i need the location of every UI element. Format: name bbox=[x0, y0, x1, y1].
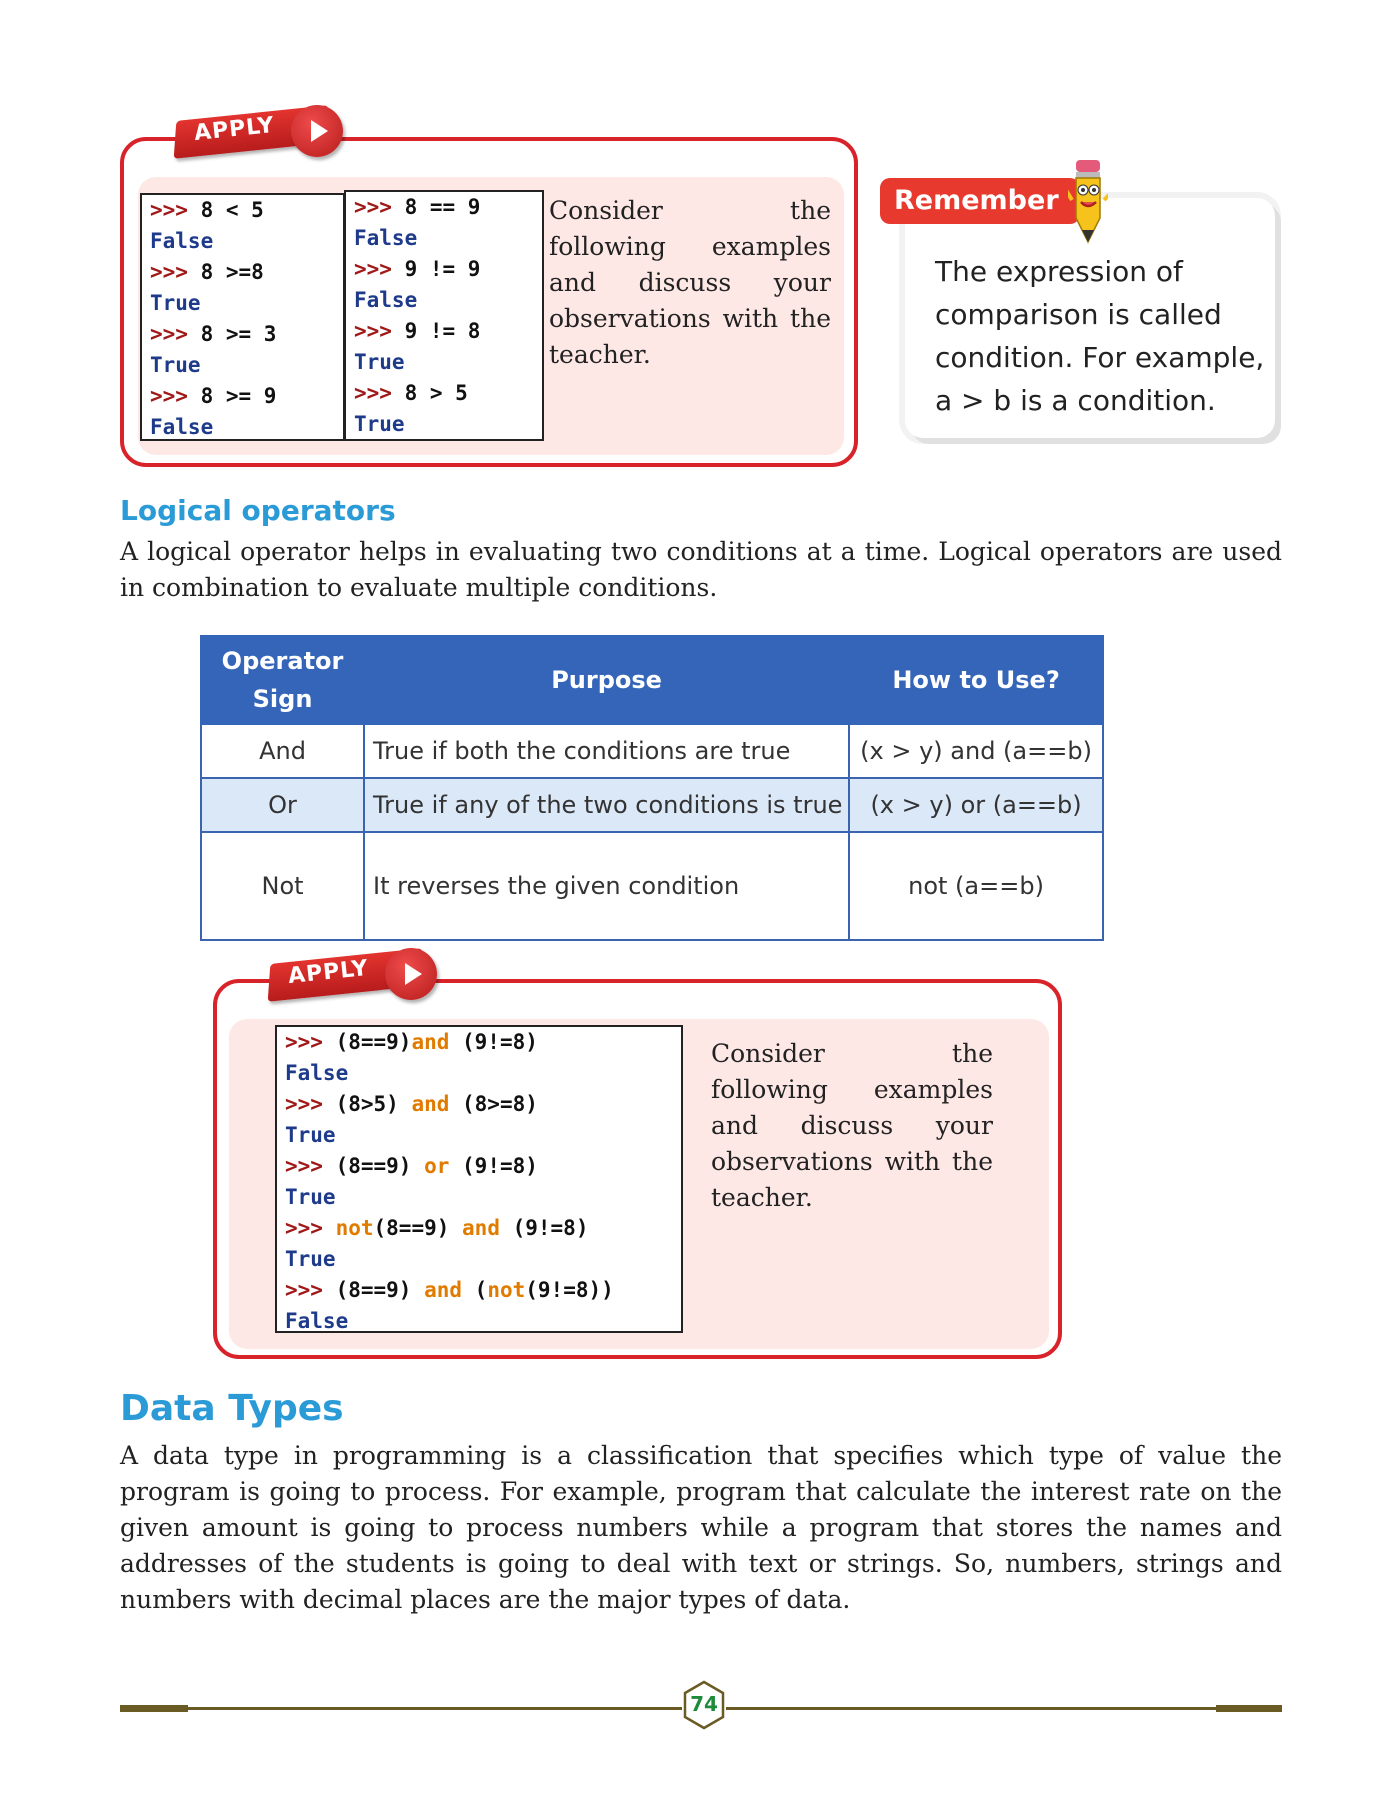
play-icon bbox=[291, 105, 343, 157]
logical-operators-heading: Logical operators bbox=[120, 494, 396, 527]
apply-label: APPLY bbox=[286, 955, 370, 990]
remember-title: Remember bbox=[880, 178, 1080, 224]
code-prompt: >>> bbox=[285, 1278, 336, 1302]
logical-operators-paragraph: A logical operator helps in evaluating two conditions at a time. Logical operators are used in combination to evaluate multiple conditions. bbox=[120, 537, 1282, 602]
data-types-heading: Data Types bbox=[120, 1388, 344, 1429]
code-line bbox=[277, 1151, 681, 1182]
code-expression: (8==9) bbox=[335, 1278, 425, 1302]
code-line bbox=[142, 195, 343, 226]
page-number: 74 bbox=[690, 1692, 718, 1716]
code-prompt: >>> bbox=[354, 319, 405, 343]
table-cell: Not bbox=[201, 832, 364, 940]
code-line bbox=[277, 1275, 681, 1306]
code-expression: (8>=8) bbox=[449, 1092, 538, 1116]
code-line bbox=[277, 1089, 681, 1120]
code-expression: (9!=8) bbox=[499, 1216, 589, 1240]
code-prompt: >>> bbox=[285, 1154, 336, 1178]
table-cell: (x > y) and (a==b) bbox=[849, 724, 1103, 778]
code-line bbox=[346, 285, 542, 316]
code-line bbox=[346, 316, 542, 347]
code-line bbox=[277, 1058, 681, 1089]
code-prompt: >>> bbox=[285, 1216, 336, 1240]
code-expression: (9!=8) bbox=[449, 1154, 538, 1178]
code-block-comparison-2 bbox=[344, 190, 544, 441]
code-keyword: not bbox=[487, 1278, 526, 1302]
code-expression: 9 != 9 bbox=[404, 257, 481, 281]
code-expression: 8 > 5 bbox=[404, 381, 468, 405]
code-keyword: and bbox=[462, 1216, 500, 1240]
code-line bbox=[346, 192, 542, 223]
code-result: True bbox=[285, 1123, 336, 1147]
code-result: False bbox=[150, 415, 214, 439]
code-line bbox=[142, 412, 343, 443]
play-icon bbox=[385, 948, 437, 1000]
code-keyword: not bbox=[335, 1216, 374, 1240]
code-prompt: >>> bbox=[285, 1030, 336, 1054]
code-expression: 8 >= 9 bbox=[200, 384, 277, 408]
code-line bbox=[142, 288, 343, 319]
code-line bbox=[277, 1213, 681, 1244]
code-result: True bbox=[150, 353, 201, 377]
code-prompt: >>> bbox=[150, 384, 201, 408]
code-expression: (8>5) bbox=[335, 1092, 412, 1116]
code-line bbox=[277, 1182, 681, 1213]
code-expression: (9!=8) bbox=[449, 1030, 538, 1054]
table-header-operator: Operator Sign bbox=[201, 636, 364, 724]
code-expression: (8==9) bbox=[373, 1216, 463, 1240]
code-result: False bbox=[354, 226, 418, 250]
code-block-comparison-1 bbox=[140, 193, 345, 441]
table-header-how-to-use: How to Use? bbox=[849, 636, 1103, 724]
apply1-instruction: Consider the following examples and discuss your observations with the teacher. bbox=[549, 196, 831, 369]
footer-rule-left bbox=[188, 1707, 682, 1710]
code-keyword: and bbox=[411, 1092, 450, 1116]
table-row bbox=[201, 724, 1103, 778]
code-expression: 8 >=8 bbox=[200, 260, 264, 284]
code-line bbox=[142, 226, 343, 257]
code-result: True bbox=[354, 350, 405, 374]
table-cell: True if both the conditions are true bbox=[364, 724, 849, 778]
logical-operators-table bbox=[200, 635, 1104, 941]
table-header-purpose: Purpose bbox=[364, 636, 849, 724]
footer-rule-right-accent bbox=[1216, 1705, 1282, 1712]
code-result: False bbox=[285, 1061, 349, 1085]
code-line bbox=[346, 409, 542, 440]
code-result: False bbox=[354, 288, 418, 312]
table-cell: not (a==b) bbox=[849, 832, 1103, 940]
table-row bbox=[201, 832, 1103, 940]
code-result: False bbox=[150, 229, 214, 253]
code-line bbox=[277, 1120, 681, 1151]
code-prompt: >>> bbox=[354, 195, 405, 219]
code-result: True bbox=[285, 1247, 336, 1271]
code-expression: 9 != 8 bbox=[404, 319, 481, 343]
table-header-row bbox=[201, 636, 1103, 724]
code-expression: (8==9) bbox=[335, 1154, 425, 1178]
table-cell: Or bbox=[201, 778, 364, 832]
code-line bbox=[142, 319, 343, 350]
code-line bbox=[277, 1244, 681, 1275]
code-prompt: >>> bbox=[354, 381, 405, 405]
code-line bbox=[142, 350, 343, 381]
code-expression: ( bbox=[462, 1278, 488, 1302]
code-prompt: >>> bbox=[150, 198, 201, 222]
code-keyword: or bbox=[424, 1154, 450, 1178]
code-line bbox=[346, 254, 542, 285]
code-expression: (9!=8)) bbox=[525, 1278, 614, 1302]
footer-rule-right bbox=[726, 1707, 1218, 1710]
code-line bbox=[277, 1027, 681, 1058]
code-line bbox=[277, 1306, 681, 1337]
table-cell: True if any of the two conditions is true bbox=[364, 778, 849, 832]
code-result: True bbox=[285, 1185, 336, 1209]
table-row bbox=[201, 778, 1103, 832]
code-line bbox=[346, 223, 542, 254]
code-result: False bbox=[285, 1309, 349, 1333]
code-line bbox=[346, 378, 542, 409]
apply2-instruction: Consider the following examples and discuss your observations with the teacher. bbox=[711, 1039, 993, 1212]
pencil-mascot-icon bbox=[1068, 160, 1108, 245]
code-line bbox=[346, 347, 542, 378]
table-cell: It reverses the given condition bbox=[364, 832, 849, 940]
code-keyword: and bbox=[424, 1278, 463, 1302]
code-expression: 8 >= 3 bbox=[200, 322, 277, 346]
code-prompt: >>> bbox=[150, 322, 201, 346]
code-result: True bbox=[354, 412, 405, 436]
apply-label: APPLY bbox=[192, 112, 276, 147]
code-expression: 8 < 5 bbox=[200, 198, 264, 222]
data-types-paragraph: A data type in programming is a classification that specifies which type of value the program is going to process. For example, program that calculate the interest rate on the given amount is going to process numbers while a program that stores the names and addresses of the students is going to deal with text or strings. So, numbers, strings and numbers with decimal places are the major types of data. bbox=[120, 1441, 1282, 1614]
code-expression: (8==9) bbox=[335, 1030, 412, 1054]
code-block-logical bbox=[275, 1025, 683, 1333]
code-keyword: and bbox=[411, 1030, 450, 1054]
table-cell: (x > y) or (a==b) bbox=[849, 778, 1103, 832]
code-expression: 8 == 9 bbox=[404, 195, 481, 219]
code-line bbox=[142, 381, 343, 412]
code-prompt: >>> bbox=[285, 1092, 336, 1116]
code-result: True bbox=[150, 291, 201, 315]
page-number-badge bbox=[682, 1680, 726, 1730]
code-prompt: >>> bbox=[354, 257, 405, 281]
code-prompt: >>> bbox=[150, 260, 201, 284]
footer-rule-left-accent bbox=[120, 1705, 188, 1712]
code-line bbox=[142, 257, 343, 288]
table-cell: And bbox=[201, 724, 364, 778]
remember-text: The expression of comparison is called condition. For example, a > b is a condition. bbox=[935, 255, 1265, 417]
